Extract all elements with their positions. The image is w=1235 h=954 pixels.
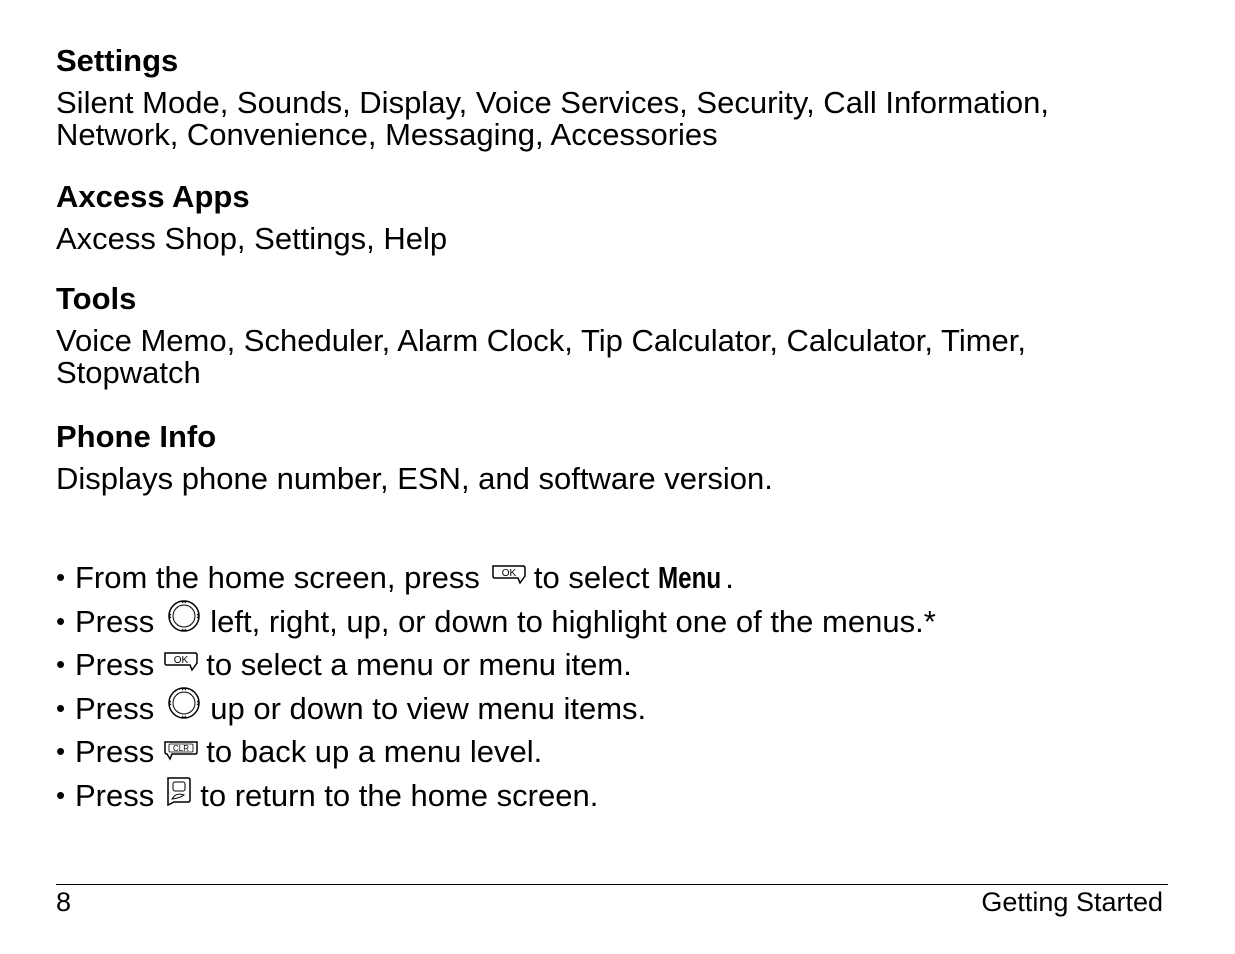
end-key-icon bbox=[164, 774, 194, 818]
ok-key-label: OK bbox=[501, 568, 517, 579]
ok-key-icon bbox=[490, 556, 528, 600]
instruction-item bbox=[56, 600, 1166, 644]
instruction-text: Press bbox=[75, 647, 155, 683]
instruction-text: Press bbox=[75, 603, 155, 639]
ok-key-icon bbox=[162, 643, 200, 687]
clr-key-label: CLR bbox=[173, 744, 190, 754]
instruction-text: Press bbox=[75, 734, 155, 770]
bullet: • bbox=[56, 692, 66, 723]
section-heading: Settings bbox=[56, 43, 179, 78]
section-tools bbox=[56, 282, 1166, 389]
section-settings bbox=[56, 44, 1166, 151]
bullet: • bbox=[56, 736, 66, 767]
menu-word: Menu bbox=[658, 560, 722, 595]
section-heading: Axcess Apps bbox=[56, 179, 250, 214]
section-description: Displays phone number, ESN, and software version. bbox=[56, 461, 773, 496]
instruction-text: Press bbox=[75, 690, 155, 726]
bullet: • bbox=[56, 562, 66, 592]
clr-key-icon bbox=[162, 730, 200, 774]
ok-key-label: OK bbox=[174, 655, 189, 667]
bullet: • bbox=[56, 779, 66, 810]
instruction-text: to back up a menu level. bbox=[206, 734, 543, 770]
section-heading: Tools bbox=[56, 281, 137, 316]
section-description: Voice Memo, Scheduler, Alarm Clock, Tip Calculator, Calculator, Timer, Stopwatch bbox=[56, 323, 1027, 390]
instruction-text: up or down to view menu items. bbox=[210, 690, 647, 726]
bullet: • bbox=[56, 605, 66, 636]
instruction-item bbox=[56, 730, 1166, 774]
section-axcess-apps bbox=[56, 180, 1166, 255]
navigation-key-icon bbox=[164, 599, 204, 645]
section-description: Silent Mode, Sounds, Display, Voice Services, Security, Call Information, Network, Convenience, Messaging, Accessories bbox=[56, 85, 1050, 152]
instruction-item bbox=[56, 774, 1166, 818]
instruction-text: to select bbox=[533, 560, 650, 595]
bullet: • bbox=[56, 649, 66, 680]
instruction-text: . bbox=[725, 560, 734, 595]
footer-divider bbox=[56, 884, 1168, 885]
manual-page bbox=[56, 0, 1166, 954]
instruction-text: From the home screen, press bbox=[75, 560, 480, 595]
section-description: Axcess Shop, Settings, Help bbox=[56, 221, 448, 256]
section-phone-info bbox=[56, 420, 1166, 495]
instruction-text: left, right, up, or down to highlight one of the menus.* bbox=[210, 603, 936, 639]
instruction-text: to return to the home screen. bbox=[200, 777, 599, 813]
instruction-list bbox=[56, 556, 1166, 818]
instruction-text: Press bbox=[75, 777, 155, 813]
instruction-text: to select a menu or menu item. bbox=[206, 647, 632, 683]
instruction-item bbox=[56, 643, 1166, 687]
section-heading: Phone Info bbox=[56, 419, 217, 454]
navigation-key-icon bbox=[164, 686, 204, 732]
instruction-item bbox=[56, 556, 1166, 600]
instruction-item bbox=[56, 687, 1166, 731]
page-number: 8 bbox=[56, 887, 72, 917]
chapter-title: Getting Started bbox=[981, 887, 1163, 917]
